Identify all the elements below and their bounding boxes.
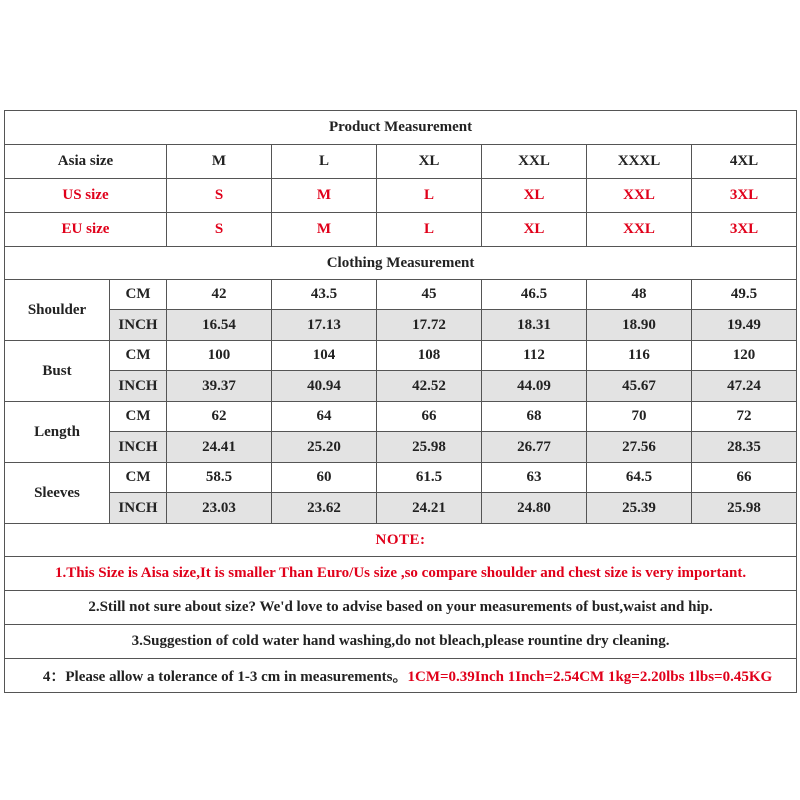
value-cell: 25.39	[587, 493, 692, 524]
value-cell: 18.90	[587, 310, 692, 341]
asia-size-label: Asia size	[5, 145, 167, 179]
value-cell: 24.21	[377, 493, 482, 524]
value-cell: 48	[587, 280, 692, 310]
eu-size-cell: XXL	[587, 213, 692, 247]
unit-label: CM	[110, 341, 167, 371]
asia-size-cell: XXXL	[587, 145, 692, 179]
value-cell: 58.5	[167, 463, 272, 493]
value-cell: 17.72	[377, 310, 482, 341]
value-cell: 25.20	[272, 432, 377, 463]
measurement-cm-row	[5, 341, 797, 371]
measurement-name: Sleeves	[5, 463, 110, 524]
value-cell: 42	[167, 280, 272, 310]
note-line-3: 3.Suggestion of cold water hand washing,do not bleach,please rountine dry cleaning.	[5, 625, 797, 659]
us-size-row	[5, 179, 797, 213]
value-cell: 66	[377, 402, 482, 432]
unit-label: INCH	[110, 371, 167, 402]
note-line-2: 2.Still not sure about size? We'd love to advise based on your measurements of bust,waist and hip.	[5, 591, 797, 625]
value-cell: 61.5	[377, 463, 482, 493]
value-cell: 28.35	[692, 432, 797, 463]
eu-size-cell: 3XL	[692, 213, 797, 247]
note-line-1-number: 1.	[54, 565, 67, 581]
value-cell: 120	[692, 341, 797, 371]
unit-label: CM	[110, 463, 167, 493]
value-cell: 24.41	[167, 432, 272, 463]
value-cell: 116	[587, 341, 692, 371]
eu-size-label: EU size	[5, 213, 167, 247]
value-cell: 18.31	[482, 310, 587, 341]
clothing-measurement-title: Clothing Measurement	[5, 247, 797, 280]
eu-size-cell: S	[167, 213, 272, 247]
value-cell: 27.56	[587, 432, 692, 463]
unit-conversion-text: 1CM=0.39Inch 1Inch=2.54CM 1kg=2.20lbs 1lbs=0.45KG	[407, 669, 773, 685]
asia-size-cell: XXL	[482, 145, 587, 179]
asia-size-cell: 4XL	[692, 145, 797, 179]
value-cell: 44.09	[482, 371, 587, 402]
asia-size-row	[5, 145, 797, 179]
value-cell: 100	[167, 341, 272, 371]
asia-size-cell: M	[167, 145, 272, 179]
eu-size-row	[5, 213, 797, 247]
value-cell: 72	[692, 402, 797, 432]
value-cell: 25.98	[692, 493, 797, 524]
value-cell: 63	[482, 463, 587, 493]
value-cell: 40.94	[272, 371, 377, 402]
value-cell: 24.80	[482, 493, 587, 524]
note-line-4-text: 4：Please allow a tolerance of 1-3 cm in measurements。	[42, 669, 408, 685]
value-cell: 43.5	[272, 280, 377, 310]
value-cell: 42.52	[377, 371, 482, 402]
measurement-inch-row	[5, 493, 797, 524]
measurement-name: Length	[5, 402, 110, 463]
value-cell: 112	[482, 341, 587, 371]
eu-size-cell: L	[377, 213, 482, 247]
unit-label: INCH	[110, 432, 167, 463]
value-cell: 45.67	[587, 371, 692, 402]
us-size-cell: 3XL	[692, 179, 797, 213]
size-chart-table	[4, 110, 797, 693]
us-size-cell: M	[272, 179, 377, 213]
value-cell: 60	[272, 463, 377, 493]
value-cell: 70	[587, 402, 692, 432]
measurement-cm-row	[5, 280, 797, 310]
us-size-cell: S	[167, 179, 272, 213]
asia-size-cell: XL	[377, 145, 482, 179]
value-cell: 62	[167, 402, 272, 432]
value-cell: 68	[482, 402, 587, 432]
eu-size-cell: M	[272, 213, 377, 247]
unit-label: CM	[110, 402, 167, 432]
value-cell: 17.13	[272, 310, 377, 341]
value-cell: 23.62	[272, 493, 377, 524]
measurement-cm-row	[5, 463, 797, 493]
value-cell: 25.98	[377, 432, 482, 463]
value-cell: 108	[377, 341, 482, 371]
note-heading: NOTE:	[5, 524, 797, 557]
value-cell: 64.5	[587, 463, 692, 493]
note-line-1-text: This Size is Aisa size,It is smaller Than Euro/Us size ,so compare shoulder and chest size is very important.	[66, 565, 747, 581]
measurement-inch-row	[5, 371, 797, 402]
value-cell: 64	[272, 402, 377, 432]
value-cell: 19.49	[692, 310, 797, 341]
unit-label: INCH	[110, 310, 167, 341]
measurement-inch-row	[5, 310, 797, 341]
value-cell: 66	[692, 463, 797, 493]
eu-size-cell: XL	[482, 213, 587, 247]
us-size-cell: XXL	[587, 179, 692, 213]
value-cell: 46.5	[482, 280, 587, 310]
value-cell: 45	[377, 280, 482, 310]
value-cell: 104	[272, 341, 377, 371]
value-cell: 26.77	[482, 432, 587, 463]
unit-label: CM	[110, 280, 167, 310]
measurement-inch-row	[5, 432, 797, 463]
measurement-name: Shoulder	[5, 280, 110, 341]
us-size-cell: L	[377, 179, 482, 213]
value-cell: 39.37	[167, 371, 272, 402]
note-line-4	[5, 659, 797, 693]
value-cell: 47.24	[692, 371, 797, 402]
asia-size-cell: L	[272, 145, 377, 179]
unit-label: INCH	[110, 493, 167, 524]
note-line-1	[5, 557, 797, 591]
us-size-label: US size	[5, 179, 167, 213]
product-measurement-title: Product Measurement	[5, 111, 797, 145]
measurement-cm-row	[5, 402, 797, 432]
value-cell: 16.54	[167, 310, 272, 341]
value-cell: 23.03	[167, 493, 272, 524]
value-cell: 49.5	[692, 280, 797, 310]
us-size-cell: XL	[482, 179, 587, 213]
measurement-name: Bust	[5, 341, 110, 402]
